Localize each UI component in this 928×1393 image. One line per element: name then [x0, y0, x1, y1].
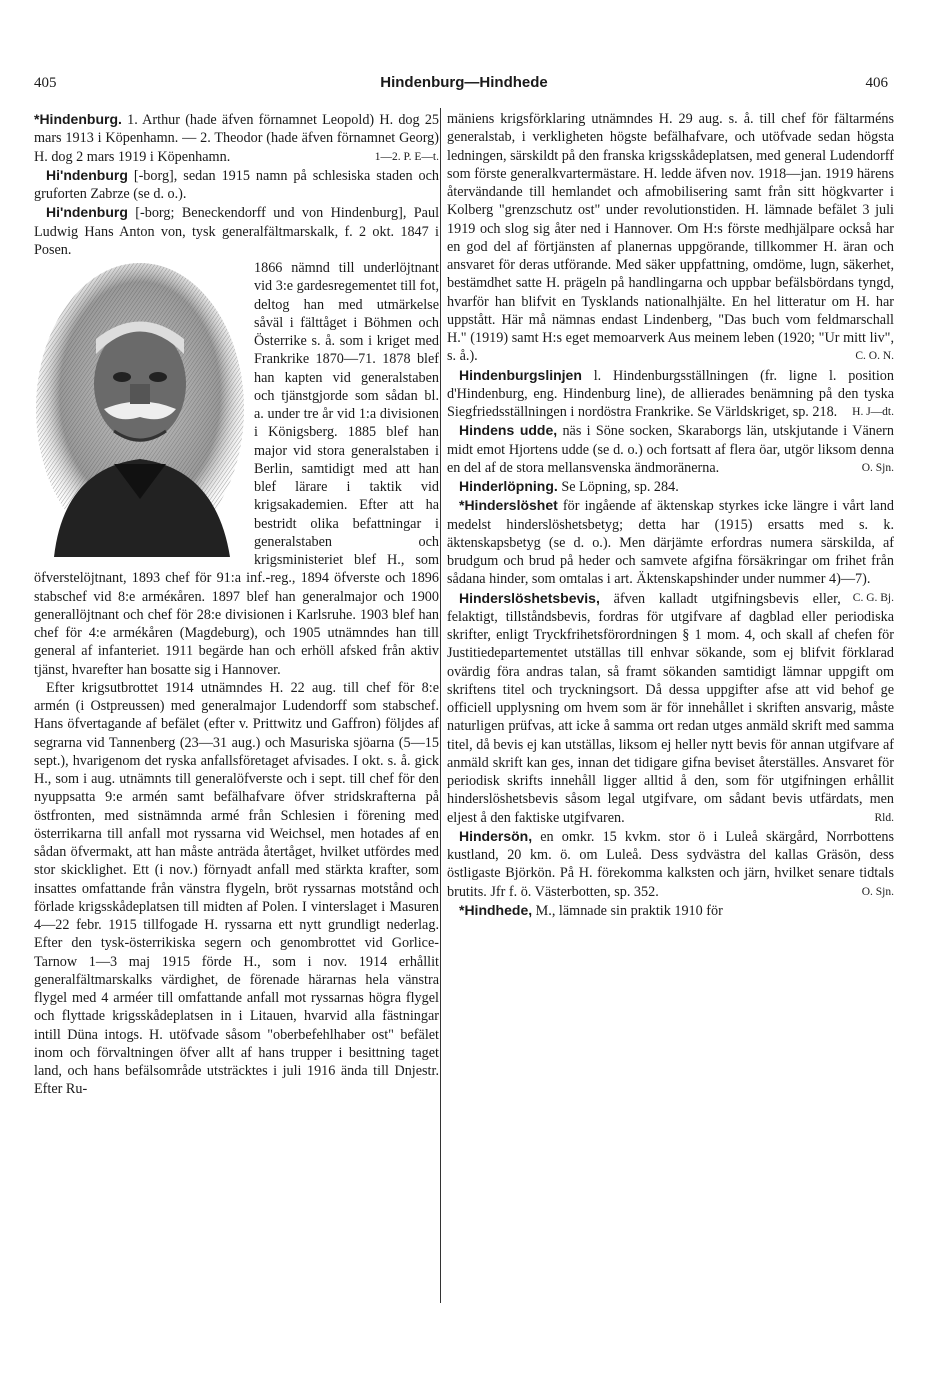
entry-hindersön	[447, 827, 894, 901]
entry-text: l. Hindenburgsställningen (fr. ligne l. position d'Hindenburg, eng. Hindenburg line), de allierades benämning på den tyska Siegfriedsställningen i nordöstra Frankrike. Se Världskriget, sp. 218.	[447, 367, 894, 420]
entry-text: [-borg], sedan 1915 namn på schlesiska staden och gruforten Zabrze (se d. o.).	[34, 167, 439, 202]
entry-text: mäniens krigsförklaring utnämndes H. 29 aug. s. å. till chef för fältarméns generalstab, i verkligheten högste befälhafvare, och utöfvade sedan högsta ledningen, särskildt på den franska krigsskådeplatsen, med general Ludendorff som förste generalkvartermästare. H. ledde äfven nov. 1918—jan. 1919 härens återvändande till hemlandet och afmobilisering samt från sitt högkvarter i Kolberg "grenzschutz ost" under revolutionstiden. H. lämnade befälet 3 juli 1919 och slog sig åter ned i Hannover. Om H:s förste medhjälpare också har en god del af förtjänsten af planernas uppgörande, tillkommer H. äran och ansvaret för deras utförande. Med säker uppfattning, omdöme, lugn, säkerhet, bestämdhet satte H. prägeln på handlingarna och uppbar befälsbördans tyngd, hvarför han blifvit en Tysklands nationalhjälte. En hel litteratur om H. har uppstått. Här må nämnas endast Lindenberg, "Das buch vom feldmarschall H." (1919) samt H:s eget memoarverk Aus meinem leben (1920; "Ur mitt liv", s. å.).	[447, 111, 894, 365]
headword: Hinderlöpning.	[459, 478, 558, 494]
headword: *Hindenburg.	[34, 111, 122, 127]
entry-text: 1. Arthur (hade äfven förnamnet Leopold) H. dog 25 mars 1913 i Köpenhamn. — 2. Theodor (hade äfven förnamnet Georg) H. dog 2 mars 1919 i Köpenhamn.	[34, 112, 440, 165]
entry-text: Se Löpning, sp. 284.	[561, 479, 679, 495]
entry-hindenburg-3-continued	[447, 110, 894, 366]
left-column	[34, 110, 439, 1099]
entry-hindenburg-3	[34, 203, 439, 259]
entry-hindens-udde	[447, 421, 894, 477]
right-column	[447, 110, 894, 920]
entry-text: M., lämnade sin praktik 1910 för	[535, 902, 723, 919]
headword: Hindersön,	[459, 827, 533, 844]
author-signature: H. J—dt.	[852, 406, 894, 418]
headword: *Hinderslöshet	[459, 497, 558, 514]
entry-hindenburg-1	[34, 110, 439, 166]
author-signature: Rld.	[874, 811, 894, 824]
entry-text: näs i Söne socken, Skaraborgs län, utskjutande i Vänern midt emot Hjortens udde (se d. o.) och fortsatt af flera öar, utgör liksom denna en del af de stora mellansvenska ändmoränerna.	[447, 423, 894, 476]
author-signature: O. Sjn.	[861, 885, 894, 898]
entry-hindenburg-3-career: 1866 nämnd till underlöjtnant vid 3:e gardesregementet till fot, deltog han med utmärkelse såväl i fälttåget i Böhmen och Österrike s. å. som i kriget med Frankrike 1870—71. 1878 blef han kapten vid generalstaben och tjänstgjorde som sådan bl. a. under tre år vid 1:a divisionen i Königsberg. 1885 blef han major vid stora generalstaben i Berlin, samtidigt med att han blef lärare i taktik vid krigsakademien. Efter att ha bestridt olika befattningar i generalstaben och krigsministeriet blef H., som öfverstelöjtnant, 1893 chef för 91:a inf.-reg., 1894 öfverste och 1896 stabschef vid 8:e arméкåren. 1897 blef han generalmajor och 1900 generallöjtnant och chef för 28:e divisionen i Karlsruhe. 1903 blef han chef för 4:e armékåren (Magdeburg), och 1905 utnämndes han till general af infanteriet. 1911 begärde han och erhöll afsked från aktiv tjänst, hvarefter han bosatte sig i Hannover.	[34, 260, 439, 678]
headword: Hinderslöshetsbevis,	[459, 589, 600, 606]
headword: Hi'ndenburg	[46, 204, 128, 221]
entry-hindhede	[447, 901, 894, 920]
entry-text: en omkr. 15 kvkm. stor ö i Luleå skärgård, Norrbottens kustland, 20 km. ö. om Luleå. Dess sydvästra del kallas Gräsön, dess östligaste Björkön. På H. förekomma kalksten och järn, hvilket senare tidtals brutits. Jfr f. ö. Västerbotten, sp. 352.	[447, 828, 894, 900]
headword: Hi'ndenburg	[46, 166, 128, 183]
entry-text: [-borg; Beneckendorff und von Hindenburg], Paul Ludwig Hans Anton von, tysk generalfältmarskalk, f. 2 okt. 1847 i Posen.	[34, 205, 440, 258]
page-number-left: 405	[34, 75, 57, 91]
author-signature: 1—2. P. E—t.	[374, 150, 439, 163]
author-signature: C. G. Bj.	[852, 591, 894, 604]
running-header-title: Hindenburg—Hindhede	[380, 74, 548, 91]
portrait-image	[34, 259, 246, 557]
entry-hinderslöshetsbevis	[447, 589, 894, 827]
author-signature: C. O. N.	[855, 350, 894, 363]
headword: Hindenburgslinjen	[459, 366, 582, 383]
entry-text: för ingående af äktenskap styrkes icke längre i vårt land medelst hinderslöshetsbetyg; detta har (1915) ersatts med s. k. äktenskapsbetyg (se d. o.). Men därjämte erfordras numera särskilda, af brudgum och brud på heder och samvete afgifna försäkringar om frihet från sådana hinder, som omtalas i art. Äktenskapshinder under nummer 4)—7).	[447, 498, 895, 588]
entry-hindenburg-2	[34, 166, 439, 204]
page-number-right: 406	[865, 75, 888, 91]
entry-hinderlopning	[447, 477, 894, 496]
headword: Hindens udde,	[459, 422, 558, 439]
entry-text: äfven kalladt utgifningsbevis eller, felaktigt, tillståndsbevis, fordras för utgifvare af dagblad eller periodiska skrifter, enligt Tryckfrihetsförordningen § 1 mom. 4, och skall af chefen för Justitiedepartementet utställas till enhvar sökande, som ej blifvit förklarad ovärdig föra andras talan, så framt sökanden samtidigt lämnar uppgift om skriftens titel och tryckningsort. Då dessa uppgifter afse att vid behof ge officiell upplysning om hvem som är för innehållet i skriften ansvarig, måste naturligen prüfvas, att icke å samma ort redan utges anmäld skrift med samma titel, då bevis ej kan utställas, liksom ej heller nytt bevis för annan utgifvare af anmäld skrift kan ges, innan det tidigare gifna beviset återställes. Ansvaret för periodisk skrifts innehåll ligger alltid å den, som för utgifningen erhållit hinderslöshetsbevis såsom legal utgifvare, om sådant bevis utfärdats, men eljest å den faktiske utgifvaren.	[447, 590, 894, 826]
headword: *Hindhede,	[459, 901, 533, 918]
column-divider	[440, 108, 441, 1303]
entry-hindenburg-3-war: Efter krigsutbrottet 1914 utnämndes H. 22 aug. till chef för 8:e armén (i Ostpreussen) med generalmajor Ludendorff som stabschef. Hans öfvertagande af befälet (efter v. Prittwitz und Gaffron) följdes af segrarna vid Tannenberg (23—31 aug.) och Masuriska sjöarna (5—15 sept.), hvarigenom det ryska anfallsföretaget afvisades. I okt. s. å. gick H., som i aug. utnämnts till generalöfverste och i sept. till chef för den nyuppsatta 9:e armén samt befälhafvare öfver stridskrafterna på östfronten, med sistnämnda armé från Schlesien i förening med österrikarna till anfall mot ryssarna vid Weichsel, men hotades af en sådan öfvermakt, att han måste anträda återtåget, hvilket utfördes med stor skicklighet. Ett (i nov.) förnyadt anfall med stärkta krafter, som insattes omfattande från vänstra flygeln, bröt ryssarnas motstånd och förlade krigsskådeplatsen till midten af Polen. I vinterslaget i Masuren 4—22 febr. 1915 tillfogade H. ryssarna ett nytt grundligt nederlag. Efter den tysk-österrikiska segern och genombrottet vid Gorlice-Tarnow 1—3 maj 1915 förde H., som i nov. 1914 erhållit generalfältmarskalks värdighet, de förenade härarnas hela vänstra flygel med 4 arméer till omfattande anfall mot ryssarnas högra flygel och flyttade krigsskådeplatsen in i Litauen, hvarvid alla fästningar intill Düna intogs. H. utöfvade såsom "oberbefehlhaber ost" befälet inom och förvaltningen öfver allt af hans trupper i besittning taget land, och hans befälsområde utsträcktes i juli 1916 ända till Dnjestr. Efter Ru-	[34, 679, 439, 1098]
entry-hindenburgslinjen	[447, 366, 894, 422]
author-signature: O. Sjn.	[861, 461, 894, 474]
